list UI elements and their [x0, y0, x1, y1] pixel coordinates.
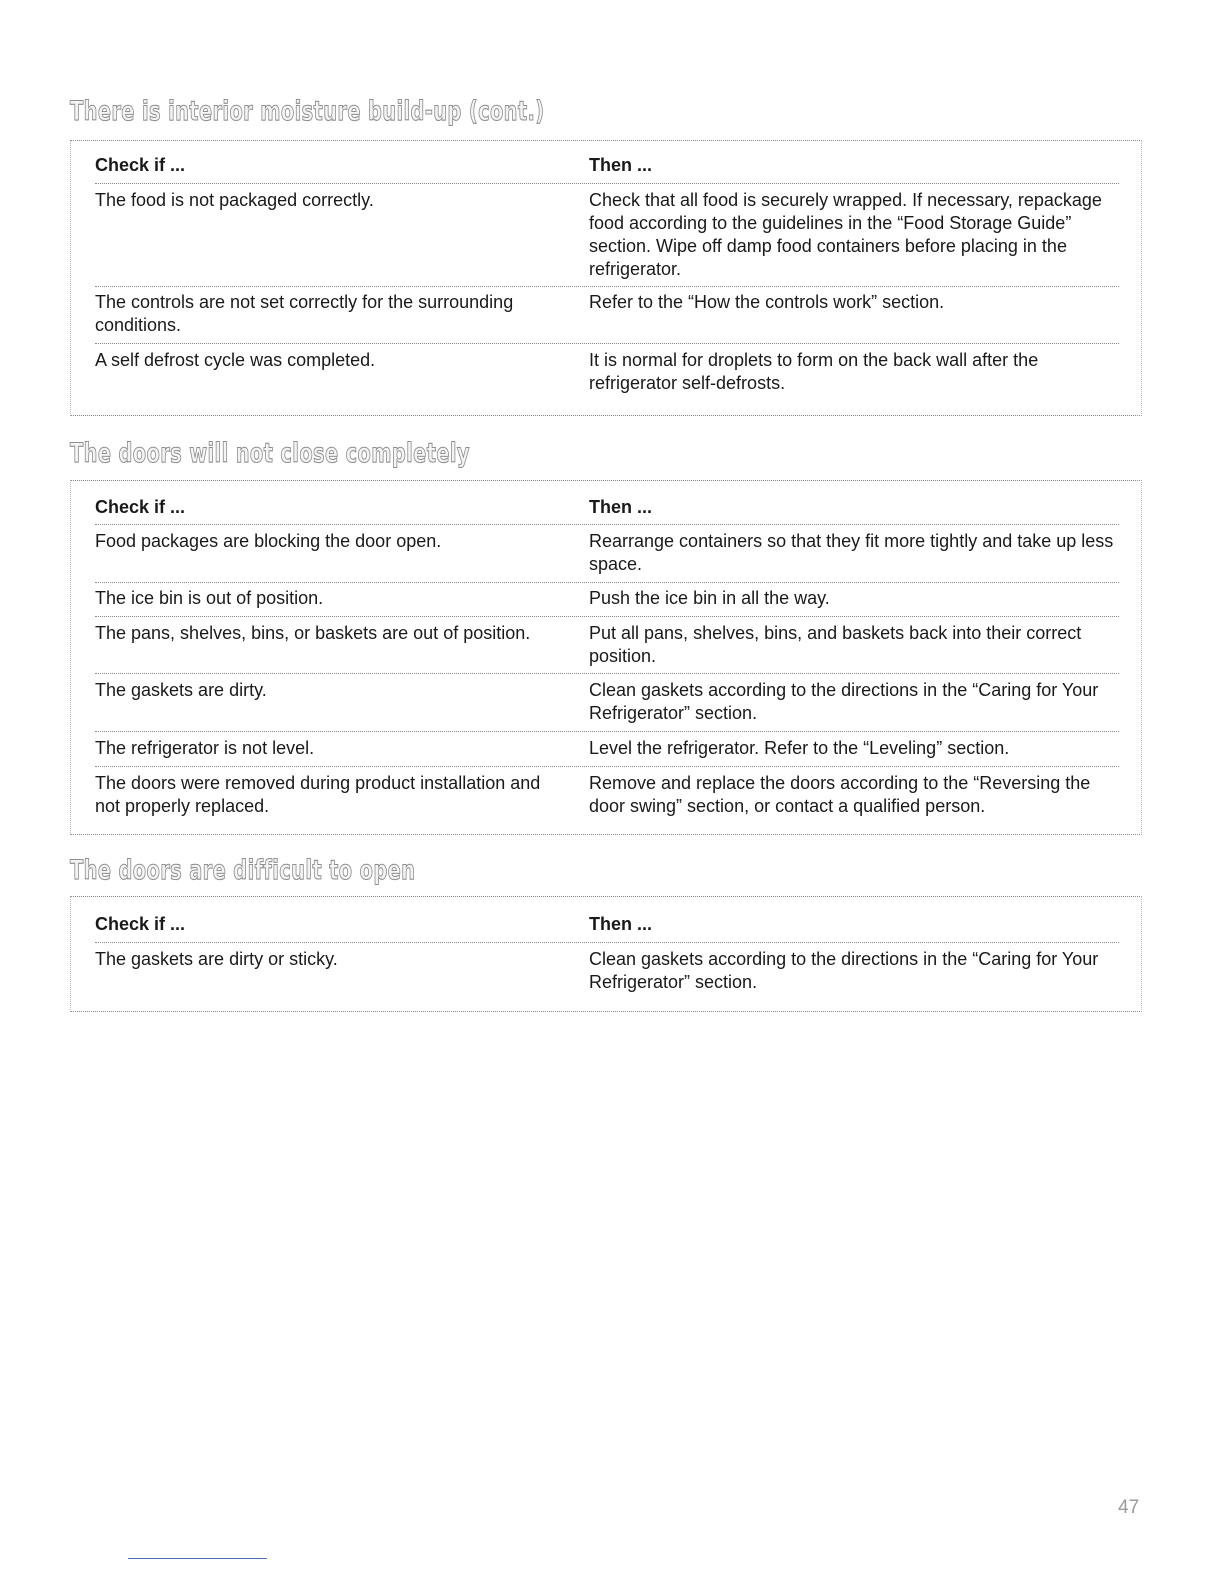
page-number: 47 — [1118, 1497, 1140, 1518]
check-cell: A self defrost cycle was completed. — [95, 350, 376, 370]
row-divider — [95, 616, 1119, 617]
check-if-header: Check if ... — [95, 914, 186, 934]
row-divider — [95, 286, 1119, 287]
section-title: There is interior moisture build-up (cont.) — [70, 96, 545, 127]
check-cell: The ice bin is out of position. — [95, 588, 324, 608]
check-cell: The refrigerator is not level. — [95, 738, 315, 758]
row-divider — [95, 673, 1119, 674]
check-cell: The controls are not set correctly for the surrounding conditions. — [95, 292, 514, 335]
then-cell: Clean gaskets according to the directions in the “Caring for Your Refrigerator” section. — [589, 680, 1099, 723]
section-title: The doors are difficult to open — [70, 855, 416, 886]
check-cell: The gaskets are dirty. — [95, 680, 267, 700]
then-header: Then ... — [589, 914, 652, 934]
row-divider — [95, 582, 1119, 583]
header-divider — [95, 942, 1119, 943]
check-cell: The doors were removed during product installation and not properly replaced. — [95, 773, 541, 816]
then-cell: Push the ice bin in all the way. — [589, 588, 830, 608]
troubleshooting-table — [70, 480, 1142, 835]
then-header: Then ... — [589, 497, 652, 517]
section-title: The doors will not close completely — [70, 438, 470, 469]
check-cell: The gaskets are dirty or sticky. — [95, 949, 338, 969]
then-cell: Remove and replace the doors according to the “Reversing the door swing” section, or contact a qualified person. — [589, 773, 1091, 816]
troubleshooting-table — [70, 140, 1142, 416]
troubleshooting-table — [70, 896, 1142, 1012]
then-cell: Check that all food is securely wrapped. If necessary, repackage food according to the guidelines in the “Food Storage Guide” section. Wipe off damp food containers before placing in the refrigerator. — [589, 190, 1102, 279]
then-cell: Level the refrigerator. Refer to the “Leveling” section. — [589, 738, 1010, 758]
check-if-header: Check if ... — [95, 497, 186, 517]
check-cell: The food is not packaged correctly. — [95, 190, 374, 210]
footer-rule — [128, 1558, 267, 1559]
then-cell: Put all pans, shelves, bins, and baskets back into their correct position. — [589, 623, 1082, 666]
then-cell: It is normal for droplets to form on the back wall after the refrigerator self-defrosts. — [589, 350, 1039, 393]
header-divider — [95, 524, 1119, 525]
check-cell: Food packages are blocking the door open. — [95, 531, 442, 551]
row-divider — [95, 766, 1119, 767]
header-divider — [95, 183, 1119, 184]
check-cell: The pans, shelves, bins, or baskets are out of position. — [95, 623, 531, 643]
row-divider — [95, 731, 1119, 732]
check-if-header: Check if ... — [95, 155, 186, 175]
then-cell: Refer to the “How the controls work” section. — [589, 292, 945, 312]
then-cell: Clean gaskets according to the directions in the “Caring for Your Refrigerator” section. — [589, 949, 1099, 992]
then-header: Then ... — [589, 155, 652, 175]
then-cell: Rearrange containers so that they fit more tightly and take up less space. — [589, 531, 1114, 574]
row-divider — [95, 343, 1119, 344]
